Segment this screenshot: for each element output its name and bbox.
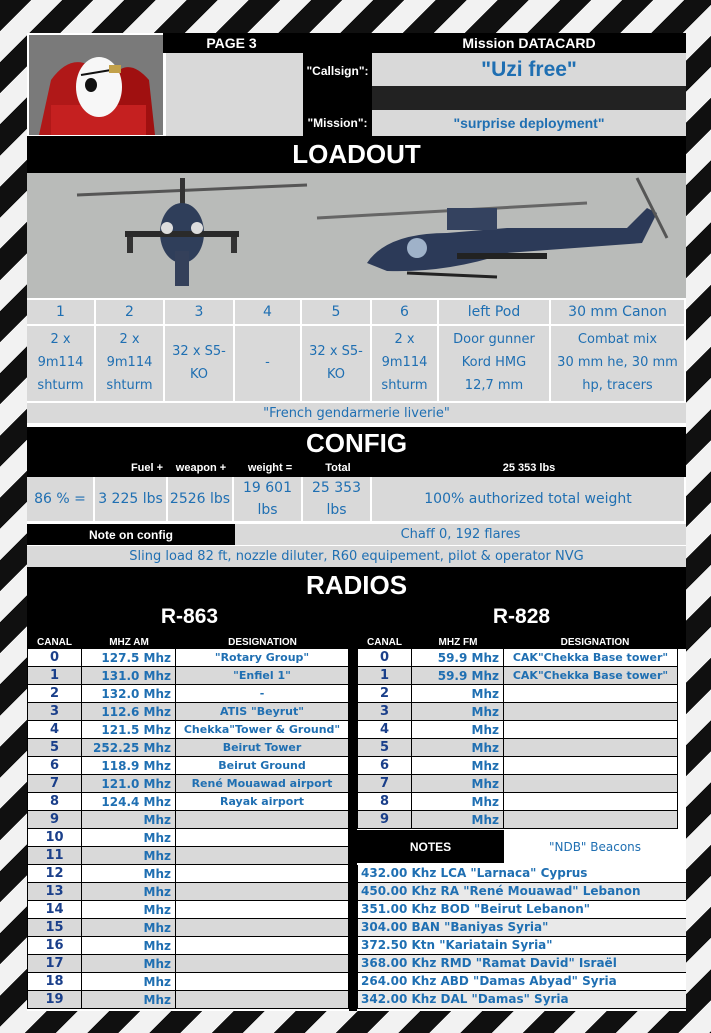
r828-designation bbox=[504, 757, 678, 775]
total-lbs: 25 353 lbs bbox=[303, 477, 372, 523]
r863-mhz: 127.5 Mhz bbox=[82, 649, 176, 667]
r828-designation: CAK"Chekka Base tower" bbox=[504, 667, 678, 685]
station-value-4: - bbox=[235, 326, 302, 403]
r828-canal: 6 bbox=[357, 757, 412, 775]
station-label-1: 1 bbox=[27, 298, 96, 326]
r828-canal: 2 bbox=[357, 685, 412, 703]
r863-mhz: 121.5 Mhz bbox=[82, 721, 176, 739]
datacard bbox=[27, 33, 686, 1011]
r828-mhz: Mhz bbox=[412, 793, 504, 811]
fuel-percent: 86 % = bbox=[27, 477, 95, 523]
r863-row bbox=[27, 703, 349, 721]
r828-designation bbox=[504, 775, 678, 793]
r828-row bbox=[357, 793, 678, 811]
config-header-weapon: weapon + bbox=[175, 462, 227, 474]
r863-canal: 16 bbox=[27, 937, 82, 955]
station-value-1: 2 x 9m114 shturm bbox=[27, 326, 96, 403]
photo-placeholder bbox=[166, 53, 303, 136]
r863-canal: 11 bbox=[27, 847, 82, 865]
avatar bbox=[29, 35, 163, 135]
r828-designation bbox=[504, 721, 678, 739]
r863-canal: 18 bbox=[27, 973, 82, 991]
r863-canal: 6 bbox=[27, 757, 82, 775]
r828-canal: 1 bbox=[357, 667, 412, 685]
r828-mhz: 59.9 Mhz bbox=[412, 667, 504, 685]
r863-row bbox=[27, 721, 349, 739]
ndb-beacon-item: 304.00 BAN "Baniyas Syria" bbox=[357, 919, 686, 937]
r863-row bbox=[27, 757, 349, 775]
r863-designation bbox=[176, 991, 349, 1009]
r828-mhz: Mhz bbox=[412, 703, 504, 721]
r863-row bbox=[27, 919, 349, 937]
r863-canal: 10 bbox=[27, 829, 82, 847]
r863-designation: Chekka"Tower & Ground" bbox=[176, 721, 349, 739]
r828-title: R-828 bbox=[492, 605, 551, 628]
station-label-5: 5 bbox=[302, 298, 372, 326]
ndb-beacon-item: 264.00 Khz ABD "Damas Abyad" Syria bbox=[357, 973, 686, 991]
authorized-weight: 100% authorized total weight bbox=[372, 477, 686, 523]
r863-col-canal: CANAL bbox=[37, 636, 72, 648]
fuel-lbs: 3 225 lbs bbox=[95, 477, 168, 523]
helicopter-icon bbox=[27, 173, 686, 298]
r828-canal: 3 bbox=[357, 703, 412, 721]
callsign-value: "Uzi free" bbox=[372, 53, 686, 86]
r863-mhz: Mhz bbox=[82, 811, 176, 829]
station-value-6: 2 x 9m114 shturm bbox=[372, 326, 439, 403]
r863-mhz: Mhz bbox=[82, 901, 176, 919]
r863-row bbox=[27, 973, 349, 991]
r828-row bbox=[357, 811, 678, 829]
r863-row bbox=[27, 739, 349, 757]
r828-row bbox=[357, 685, 678, 703]
r828-row bbox=[357, 739, 678, 757]
config-header-fuel: Fuel + bbox=[130, 462, 164, 474]
r863-designation bbox=[176, 829, 349, 847]
r863-canal: 4 bbox=[27, 721, 82, 739]
r863-row bbox=[27, 793, 349, 811]
r828-row bbox=[357, 667, 678, 685]
r863-col-desig: DESIGNATION bbox=[228, 636, 297, 648]
weight-lbs: 19 601 lbs bbox=[234, 477, 303, 523]
r863-canal: 7 bbox=[27, 775, 82, 793]
r863-col-mhz: MHZ AM bbox=[109, 636, 149, 648]
r828-canal: 0 bbox=[357, 649, 412, 667]
config-header-total: Total bbox=[325, 462, 351, 474]
r828-designation: CAK"Chekka Base tower" bbox=[504, 649, 678, 667]
r863-designation bbox=[176, 973, 349, 991]
r863-mhz: Mhz bbox=[82, 829, 176, 847]
r863-canal: 14 bbox=[27, 901, 82, 919]
note-config-line1: Chaff 0, 192 flares bbox=[235, 524, 686, 545]
r863-designation bbox=[176, 811, 349, 829]
r863-canal: 9 bbox=[27, 811, 82, 829]
r828-row bbox=[357, 757, 678, 775]
r828-designation bbox=[504, 811, 678, 829]
r863-canal: 1 bbox=[27, 667, 82, 685]
r863-designation bbox=[176, 937, 349, 955]
ndb-beacon-item: 372.50 Ktn "Kariatain Syria" bbox=[357, 937, 686, 955]
r863-canal: 2 bbox=[27, 685, 82, 703]
station-value-8: Combat mix 30 mm he, 30 mm hp, tracers bbox=[551, 326, 686, 403]
r863-canal: 13 bbox=[27, 883, 82, 901]
ndb-beacon-item: 351.00 Khz BOD "Beirut Lebanon" bbox=[357, 901, 686, 919]
r863-row bbox=[27, 937, 349, 955]
r828-mhz: 59.9 Mhz bbox=[412, 649, 504, 667]
r863-canal: 12 bbox=[27, 865, 82, 883]
r863-mhz: 132.0 Mhz bbox=[82, 685, 176, 703]
r863-mhz: 118.9 Mhz bbox=[82, 757, 176, 775]
r863-row bbox=[27, 865, 349, 883]
station-label-3: 3 bbox=[165, 298, 235, 326]
station-label-4: 4 bbox=[235, 298, 302, 326]
station-label-2: 2 bbox=[96, 298, 165, 326]
r863-canal: 5 bbox=[27, 739, 82, 757]
r863-canal: 17 bbox=[27, 955, 82, 973]
mission-label: "Mission": bbox=[307, 116, 368, 130]
r863-designation: Rayak airport bbox=[176, 793, 349, 811]
r828-row bbox=[357, 649, 678, 667]
r863-row bbox=[27, 901, 349, 919]
r863-row bbox=[27, 775, 349, 793]
r863-designation: "Rotary Group" bbox=[176, 649, 349, 667]
r863-mhz: Mhz bbox=[82, 955, 176, 973]
notes-label: NOTES bbox=[357, 830, 504, 863]
r863-designation: - bbox=[176, 685, 349, 703]
r863-row bbox=[27, 811, 349, 829]
r863-row bbox=[27, 847, 349, 865]
r863-canal: 8 bbox=[27, 793, 82, 811]
r828-col-mhz: MHZ FM bbox=[438, 636, 478, 648]
r828-canal: 4 bbox=[357, 721, 412, 739]
r828-mhz: Mhz bbox=[412, 757, 504, 775]
r828-canal: 5 bbox=[357, 739, 412, 757]
r828-canal: 7 bbox=[357, 775, 412, 793]
r828-mhz: Mhz bbox=[412, 685, 504, 703]
r863-row bbox=[27, 649, 349, 667]
note-config-label: Note on config bbox=[27, 524, 235, 545]
r828-designation bbox=[504, 739, 678, 757]
r863-canal: 15 bbox=[27, 919, 82, 937]
r863-designation bbox=[176, 919, 349, 937]
ndb-title: "NDB" Beacons bbox=[504, 830, 686, 863]
note-config-line2: Sling load 82 ft, nozzle diluter, R60 equipement, pilot & operator NVG bbox=[27, 545, 686, 567]
r863-mhz: 112.6 Mhz bbox=[82, 703, 176, 721]
r863-row bbox=[27, 829, 349, 847]
r863-mhz: 252.25 Mhz bbox=[82, 739, 176, 757]
r828-row bbox=[357, 703, 678, 721]
r863-mhz: Mhz bbox=[82, 865, 176, 883]
r863-designation bbox=[176, 847, 349, 865]
station-value-2: 2 x 9m114 shturm bbox=[96, 326, 165, 403]
r863-canal: 0 bbox=[27, 649, 82, 667]
radios-title: RADIOS bbox=[27, 567, 686, 603]
r828-col-canal: CANAL bbox=[367, 636, 402, 648]
station-value-7: Door gunner Kord HMG 12,7 mm bbox=[439, 326, 551, 403]
r828-canal: 9 bbox=[357, 811, 412, 829]
r828-col-desig: DESIGNATION bbox=[560, 636, 630, 648]
r863-designation: Beirut Ground bbox=[176, 757, 349, 775]
r863-mhz: 124.4 Mhz bbox=[82, 793, 176, 811]
r863-mhz: Mhz bbox=[82, 937, 176, 955]
config-header-max: 25 353 lbs bbox=[502, 462, 556, 474]
page-number: PAGE 3 bbox=[206, 35, 257, 51]
station-value-5: 32 x S5- KO bbox=[302, 326, 372, 403]
station-value-3: 32 x S5- KO bbox=[165, 326, 235, 403]
r863-designation bbox=[176, 955, 349, 973]
weapon-lbs: 2526 lbs bbox=[168, 477, 234, 523]
r828-mhz: Mhz bbox=[412, 721, 504, 739]
config-header-weight: weight = bbox=[247, 462, 293, 474]
r863-designation bbox=[176, 883, 349, 901]
ndb-beacon-item: 432.00 Khz LCA "Larnaca" Cyprus bbox=[357, 865, 686, 883]
r863-row bbox=[27, 685, 349, 703]
r828-mhz: Mhz bbox=[412, 739, 504, 757]
r828-canal: 8 bbox=[357, 793, 412, 811]
r863-designation bbox=[176, 865, 349, 883]
r828-mhz: Mhz bbox=[412, 811, 504, 829]
r863-designation: René Mouawad airport bbox=[176, 775, 349, 793]
r863-row bbox=[27, 667, 349, 685]
r863-designation: ATIS "Beyrut" bbox=[176, 703, 349, 721]
r863-designation: Beirut Tower bbox=[176, 739, 349, 757]
r863-mhz: Mhz bbox=[82, 991, 176, 1009]
r828-designation bbox=[504, 793, 678, 811]
station-label-8: 30 mm Canon bbox=[551, 298, 686, 326]
r863-canal: 19 bbox=[27, 991, 82, 1009]
r828-mhz: Mhz bbox=[412, 775, 504, 793]
helicopter-image bbox=[27, 173, 686, 298]
ndb-beacon-item: 450.00 Khz RA "René Mouawad" Lebanon bbox=[357, 883, 686, 901]
station-label-7: left Pod bbox=[439, 298, 551, 326]
mission-value: "surprise deployment" bbox=[372, 110, 686, 136]
datacard-title: Mission DATACARD bbox=[462, 35, 596, 51]
r863-row bbox=[27, 955, 349, 973]
r863-mhz: Mhz bbox=[82, 883, 176, 901]
r863-designation bbox=[176, 901, 349, 919]
loadout-title: LOADOUT bbox=[27, 136, 686, 173]
r863-title: R-863 bbox=[160, 605, 219, 628]
r863-mhz: 121.0 Mhz bbox=[82, 775, 176, 793]
livery-note: "French gendarmerie liverie" bbox=[27, 403, 686, 425]
r828-row bbox=[357, 775, 678, 793]
r863-row bbox=[27, 883, 349, 901]
ndb-beacon-item: 342.00 Khz DAL "Damas" Syria bbox=[357, 991, 686, 1009]
ndb-beacon-item: 368.00 Khz RMD "Ramat David" Israël bbox=[357, 955, 686, 973]
r863-row bbox=[27, 991, 349, 1009]
r863-mhz: Mhz bbox=[82, 973, 176, 991]
station-label-6: 6 bbox=[372, 298, 439, 326]
callsign-label: "Callsign": bbox=[306, 64, 369, 78]
r828-designation bbox=[504, 685, 678, 703]
r863-mhz: Mhz bbox=[82, 847, 176, 865]
r863-canal: 3 bbox=[27, 703, 82, 721]
r863-mhz: Mhz bbox=[82, 919, 176, 937]
r863-mhz: 131.0 Mhz bbox=[82, 667, 176, 685]
r828-row bbox=[357, 721, 678, 739]
egg-pirate-avatar-icon bbox=[29, 35, 163, 135]
config-title: CONFIG bbox=[27, 427, 686, 459]
r828-designation bbox=[504, 703, 678, 721]
r863-designation: "Enfiel 1" bbox=[176, 667, 349, 685]
